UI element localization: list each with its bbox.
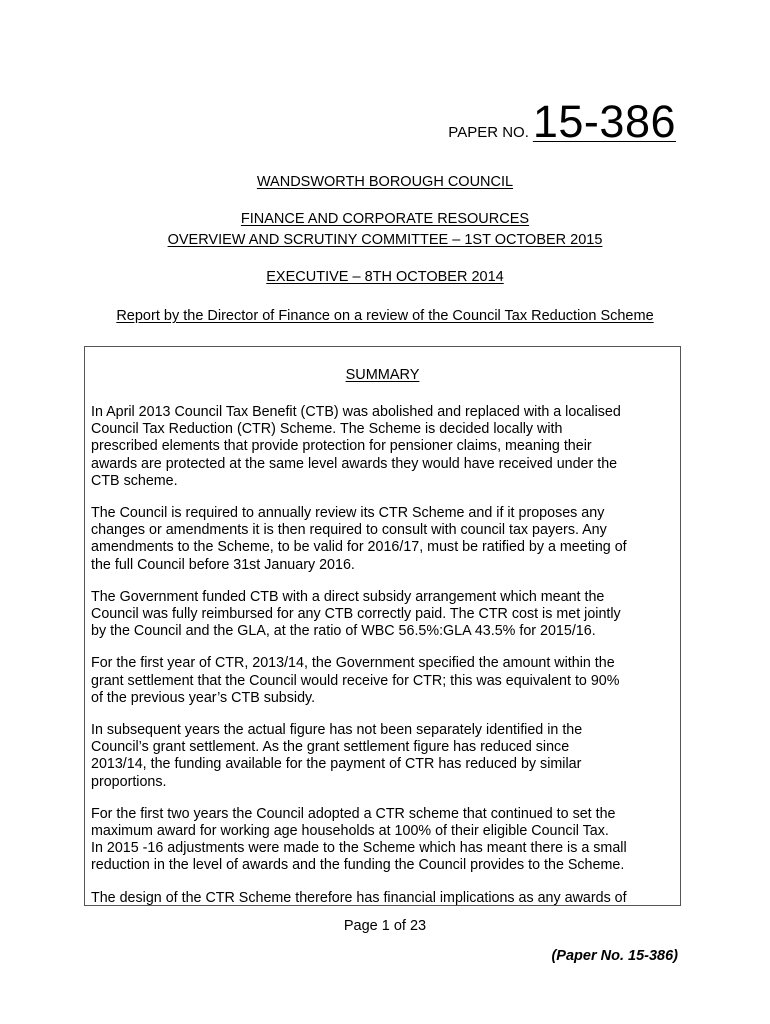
summary-paragraph-line: For the first two years the Council adopted a CTR scheme that continued to set the [91,805,616,822]
paper-number-value: 15-386 [532,96,676,147]
council-name: WANDSWORTH BOROUGH COUNCIL [256,174,514,190]
summary-paragraph-line: maximum award for working age households at 100% of their eligible Council Tax. [91,823,609,840]
summary-paragraph-line: For the first year of CTR, 2013/14, the Government specified the amount within the [91,655,615,672]
summary-paragraph-line: reduction in the level of awards and the funding the Council provides to the Scheme. [91,857,625,874]
summary-paragraph-line: Council Tax Reduction (CTR) Scheme. The Scheme is decided locally with [91,421,563,438]
summary-paragraph-line: 2013/14, the funding available for the payment of CTR has reduced by similar [91,756,582,773]
summary-paragraph-line: The design of the CTR Scheme therefore has financial implications as any awards of [91,889,627,906]
summary-paragraph-line: changes or amendments it is then required to consult with council tax payers. Any [91,522,607,539]
summary-paragraph-line: In 2015 -16 adjustments were made to the Scheme which has meant there is a small [91,840,627,857]
summary-paragraph-line: The Government funded CTB with a direct subsidy arrangement which meant the [91,588,605,605]
summary-paragraph-line: CTB scheme. [91,472,178,489]
summary-heading: SUMMARY [345,367,420,383]
summary-paragraph [91,589,679,641]
footer-paper-reference: (Paper No. 15-386) [551,948,678,964]
summary-paragraph-line: awards are protected at the same level awards they would have received under the [91,455,618,472]
report-title: Report by the Director of Finance on a review of the Council Tax Reduction Scheme [116,308,654,324]
summary-paragraph [91,806,679,875]
summary-paragraph-line: by the Council and the GLA, at the ratio of WBC 56.5%:GLA 43.5% for 2015/16. [91,623,596,640]
summary-paragraph-line: In subsequent years the actual figure has not been separately identified in the [91,722,583,739]
summary-paragraph [91,505,679,574]
summary-box [84,346,681,906]
executive-date: EXECUTIVE – 8TH OCTOBER 2014 [266,269,504,285]
paper-number-header [448,96,676,148]
summary-paragraph-line: Council was fully reimbursed for any CTB correctly paid. The CTR cost is met jointly [91,606,621,623]
summary-paragraph [91,404,679,490]
summary-paragraph-line: amendments to the Scheme, to be valid for 2016/17, must be ratified by a meeting of [91,539,627,556]
paper-number-label: PAPER NO. [448,124,529,141]
committee-title-line-1: FINANCE AND CORPORATE RESOURCES [240,211,530,227]
summary-paragraph [91,722,679,791]
summary-paragraph-line: of the previous year’s CTB subsidy. [91,689,316,706]
page-number: Page 1 of 23 [343,918,427,934]
summary-paragraph [91,655,679,707]
summary-paragraph [91,890,679,906]
summary-paragraph-line: prescribed elements that provide protection for pensioner claims, meaning their [91,438,592,455]
committee-title-line-2: OVERVIEW AND SCRUTINY COMMITTEE – 1ST OCTOBER 2015 [167,232,603,248]
summary-paragraphs [91,404,679,906]
summary-paragraph-line: Council’s grant settlement. As the grant settlement figure has reduced since [91,739,570,756]
summary-paragraph-line: In April 2013 Council Tax Benefit (CTB) was abolished and replaced with a localised [91,404,621,420]
summary-paragraph-line: the full Council before 31st January 2016. [91,556,355,573]
summary-paragraph-line: The Council is required to annually review its CTR Scheme and if it proposes any [91,505,605,522]
summary-box-bottom-border [84,905,681,906]
summary-paragraph-line: proportions. [91,773,167,790]
summary-paragraph-line: grant settlement that the Council would receive for CTR; this was equivalent to 90% [91,672,620,689]
